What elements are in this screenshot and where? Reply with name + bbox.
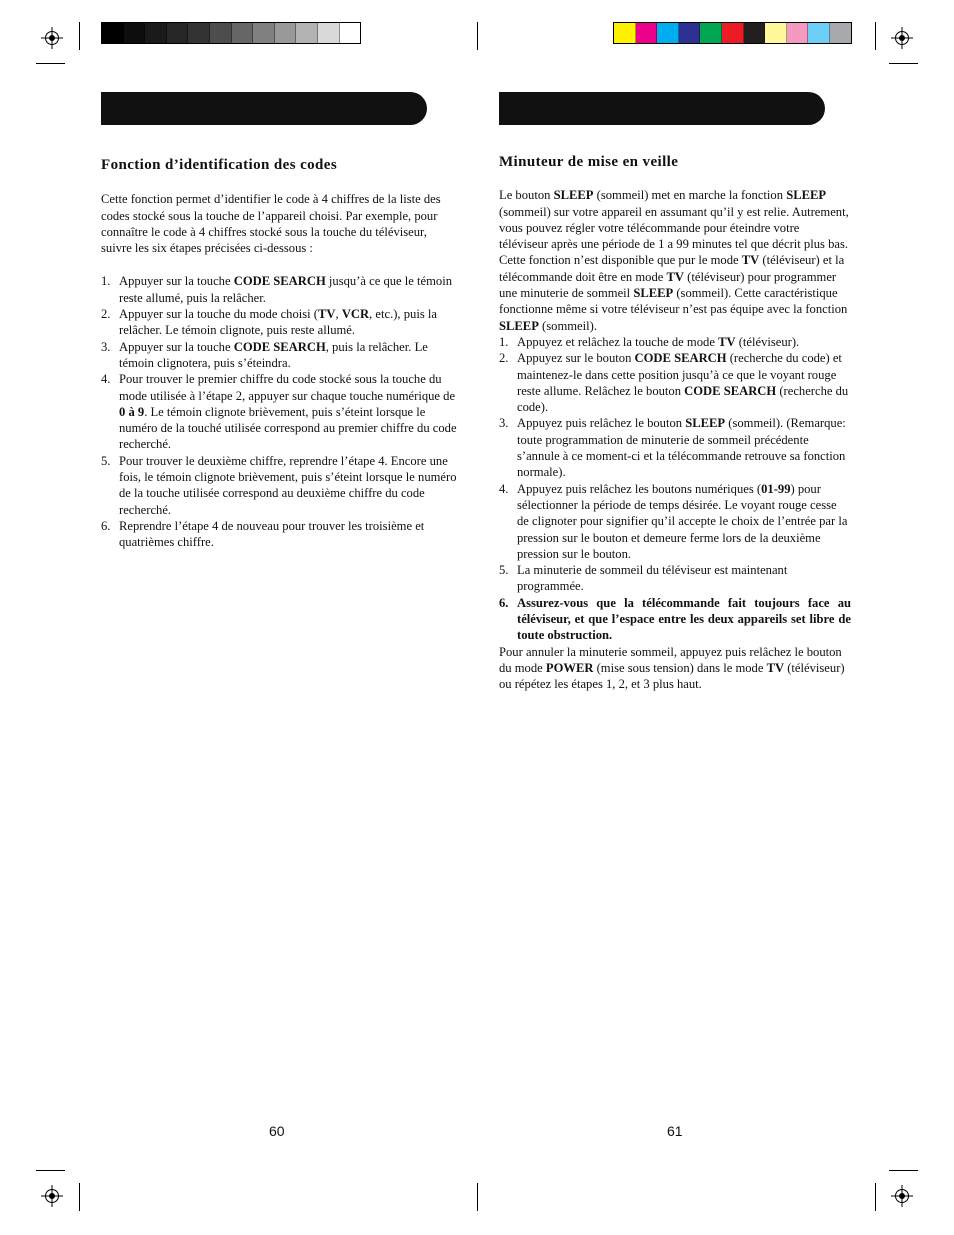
color-swatch: [614, 23, 636, 43]
right-header-bar: [499, 92, 825, 125]
section-title: Minuteur de mise en veille: [499, 154, 679, 170]
color-swatch: [830, 23, 851, 43]
section-title: Fonction d’identification des codes: [101, 157, 338, 173]
list-item: 4. Pour trouver le premier chiffre du code stocké sous la touche du mode utilisée à l’étape 2, appuyer sur chaque touche numérique de 0 à 9. Le témoin clignote brièvement, puis s’éteint lorsque le numéro de la touché utilisée correspond au premier chiffre du code recherché.: [101, 372, 457, 452]
gray-swatch: [275, 23, 297, 43]
gray-swatch: [167, 23, 189, 43]
color-swatch: [722, 23, 744, 43]
list-item: 2. Appuyez sur le bouton CODE SEARCH (recherche du code) et maintenez-le dans cette position jusqu’à ce que le voyant rouge reste allume. Relâchez le bouton CODE SEARCH (recherche du code).: [499, 351, 849, 415]
color-swatch: [787, 23, 809, 43]
intro-paragraph: Le bouton SLEEP (sommeil) met en marche la fonction SLEEP (sommeil) sur votre appareil en assumant qu’il y est relie. Autrement, vous pouvez régler votre télécommande pour éteindre votre téléviseur après une période de 1 a 99 minutes tel que décrit plus bas. Cette fonction n’est disponible que pur le mode TV (téléviseur) et la télécommande doit être en mode TV (téléviseur) pour programmer une minuterie de sommeil SLEEP (sommeil). Cette caractéristique fonctionne même si votre téléviseur n’est pas équipe avec la fonction SLEEP (sommeil).: [499, 188, 849, 333]
color-swatch: [657, 23, 679, 43]
gray-swatch: [210, 23, 232, 43]
gray-swatch: [340, 23, 361, 43]
steps-list: [101, 273, 459, 550]
list-item: 4. Appuyez puis relâchez les boutons numériques (01-99) pour sélectionner la période de temps désirée. Le voyant rouge cesse de clignoter pour signifier qu’il accepte le choix de l’entrée par la pression sur le bouton et demeure ferme lors de la deuxième pression sur le bouton.: [499, 481, 848, 561]
left-column: [101, 157, 459, 551]
gray-swatch: [102, 23, 124, 43]
intro-paragraph: Cette fonction permet d’identifier le code à 4 chiffres de la liste des codes stocké sous la touche de l’appareil choisi. Par exemple, pour connaître le code à 4 chiffres stocké sous la touche du téléviseur, suivre les six étapes précisées ci-dessous :: [101, 192, 441, 256]
gray-swatch: [124, 23, 146, 43]
color-calibration-strip: [613, 22, 852, 44]
list-item: 3. Appuyez puis relâchez le bouton SLEEP (sommeil). (Remarque: toute programmation de minuterie de sommeil précédente s’annule à ce moment-ci et la télécommande retrouve sa fonction normale).: [499, 416, 846, 480]
grayscale-calibration-strip: [101, 22, 361, 44]
left-header-bar: [101, 92, 427, 125]
list-item: 6. Reprendre l’étape 4 de nouveau pour trouver les troisième et quatrièmes chiffre.: [101, 518, 425, 550]
gray-swatch: [232, 23, 254, 43]
color-swatch: [808, 23, 830, 43]
color-swatch: [679, 23, 701, 43]
color-swatch: [700, 23, 722, 43]
steps-list: [499, 334, 851, 644]
list-item: 5. Pour trouver le deuxième chiffre, reprendre l’étape 4. Encore une fois, le témoin clignote brièvement, puis s’éteint lorsque le numéro de la touche utilisée correspond au deuxième chiffre du code recherché.: [101, 453, 457, 517]
outro-paragraph: Pour annuler la minuterie sommeil, appuyez puis relâchez le bouton du mode POWER (mise sous tension) dans le mode TV (téléviseur) ou répétez les étapes 1, 2, et 3 plus haut.: [499, 644, 845, 692]
gray-swatch: [318, 23, 340, 43]
list-item: 6. Assurez-vous que la télécommande fait toujours face au téléviseur, et que l’espace entre les deux appareils set libre de toute obstruction.: [499, 595, 851, 643]
right-column: [499, 154, 851, 693]
registration-mark-icon: [891, 1185, 913, 1207]
gray-swatch: [253, 23, 275, 43]
color-swatch: [765, 23, 787, 43]
registration-mark-icon: [891, 27, 913, 49]
list-item: 3. Appuyer sur la touche CODE SEARCH, puis la relâcher. Le témoin clignotera, puis s’éteindra.: [101, 339, 428, 370]
color-swatch: [636, 23, 658, 43]
page-number-left: 60: [269, 1123, 285, 1139]
registration-mark-icon: [41, 1185, 63, 1207]
registration-mark-icon: [41, 27, 63, 49]
list-item: 1. Appuyez et relâchez la touche de mode TV (téléviseur).: [499, 334, 800, 349]
list-item: 5. La minuterie de sommeil du téléviseur est maintenant programmée.: [499, 563, 788, 594]
list-item: 1. Appuyer sur la touche CODE SEARCH jusqu’à ce que le témoin reste allumé, puis la relâcher.: [101, 274, 452, 305]
list-item: 2. Appuyer sur la touche du mode choisi (TV, VCR, etc.), puis la relâcher. Le témoin clignote, puis reste allumé.: [101, 307, 437, 338]
gray-swatch: [188, 23, 210, 43]
gray-swatch: [296, 23, 318, 43]
gray-swatch: [145, 23, 167, 43]
color-swatch: [744, 23, 766, 43]
page-number-right: 61: [667, 1123, 683, 1139]
